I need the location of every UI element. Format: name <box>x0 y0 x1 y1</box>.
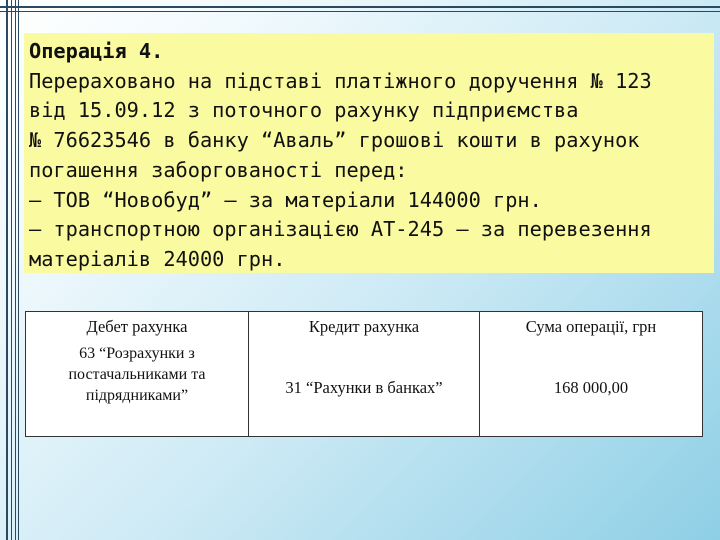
debit-account-line: підрядниками” <box>85 387 189 404</box>
credit-column <box>249 312 480 436</box>
accounting-entry-table <box>25 311 703 437</box>
debit-account-cell <box>26 343 248 406</box>
operation-line: – транспортною організацією АТ-245 – за перевезення <box>29 217 652 242</box>
credit-header: Кредит рахунка <box>308 317 420 336</box>
operation-line: Перераховано на підставі платіжного доручення № 123 <box>29 68 652 93</box>
operation-heading: Операція 4. <box>29 39 164 63</box>
debit-account-line: постачальниками та <box>68 366 206 383</box>
operation-line: № 76623546 в банку “Аваль” грошові кошти в рахунок <box>29 128 640 153</box>
frame-left-line-thin-3 <box>18 0 19 540</box>
debit-column <box>26 312 249 436</box>
credit-account-cell: 31 “Рахунки в банках” <box>285 378 443 397</box>
frame-left-line <box>6 0 8 540</box>
debit-header: Дебет рахунка <box>86 317 188 336</box>
frame-top-line <box>0 6 720 8</box>
amount-column <box>480 312 702 436</box>
frame-left-line-thin-2 <box>15 0 16 540</box>
frame-left-line-thin <box>11 0 12 540</box>
amount-cell: 168 000,00 <box>553 378 629 397</box>
debit-account-line: 63 “Розрахунки з <box>79 345 195 362</box>
frame-top-line-thin <box>0 11 720 12</box>
operation-line: матеріалів 24000 грн. <box>29 246 286 271</box>
operation-line: – ТОВ “Новобуд” – за матеріали 144000 грн. <box>29 187 542 212</box>
amount-header: Сума операції, грн <box>525 317 657 336</box>
operation-description <box>24 33 714 273</box>
operation-line: погашення заборгованості перед: <box>29 157 408 182</box>
operation-line: від 15.09.12 з поточного рахунку підприємства <box>29 98 579 123</box>
